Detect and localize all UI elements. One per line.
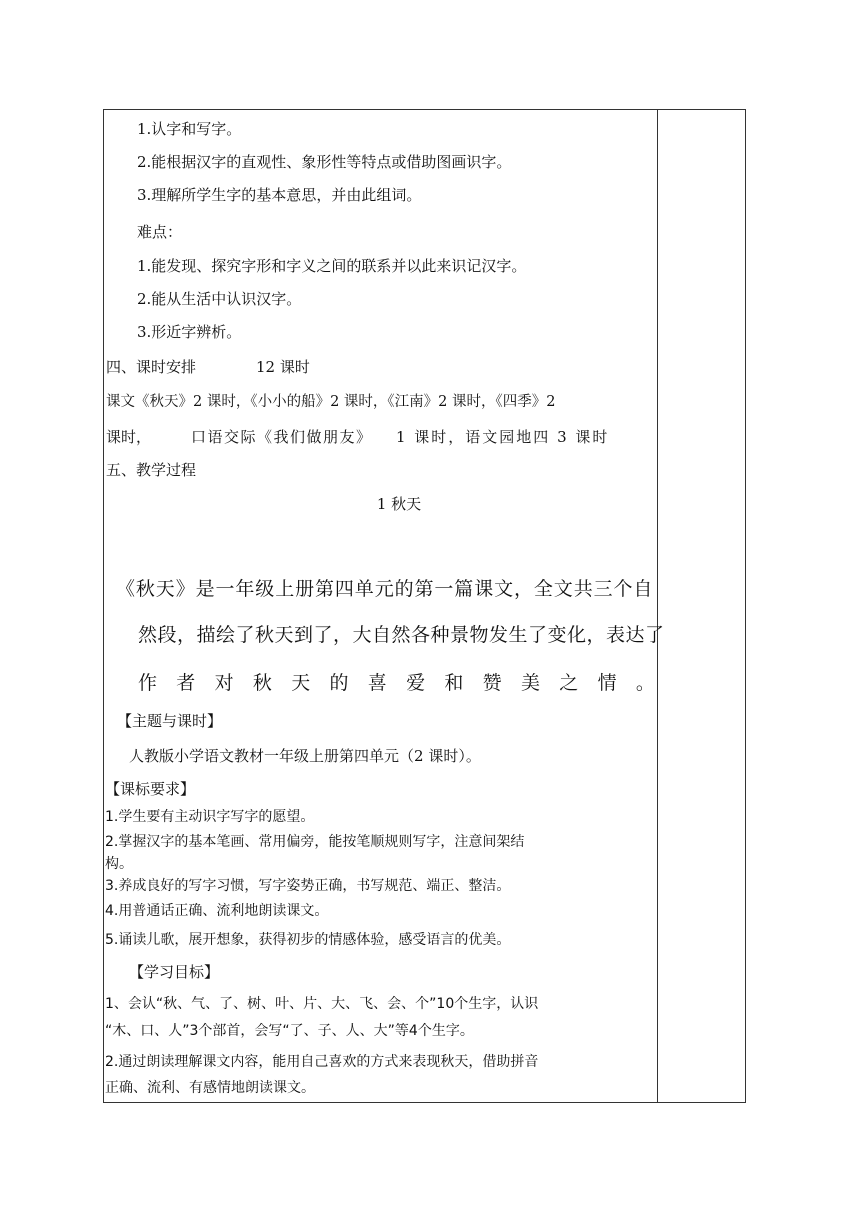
- schedule-heading: 四、课时安排: [106, 358, 197, 376]
- intro-char: 情: [597, 672, 617, 694]
- objective-item: 1.认字和写字。: [137, 120, 242, 138]
- intro-char: 之: [559, 672, 579, 694]
- standards-item: 1.学生要有主动识字写字的愿望。: [105, 809, 315, 825]
- intro-char: 的: [329, 672, 349, 694]
- intro-char: 。: [635, 672, 655, 694]
- schedule-detail-line: [106, 427, 658, 447]
- intro-char: 天: [291, 672, 311, 694]
- intro-char: 爱: [406, 672, 426, 694]
- process-heading: 五、教学过程: [106, 461, 197, 479]
- standards-item: 2.掌握汉字的基本笔画、常用偏旁，能按笔顺规则写字，注意间架结: [105, 834, 525, 850]
- difficulty-item: 2.能从生活中认识汉字。: [137, 290, 302, 308]
- schedule-detail-part: 口语交际《我们做朋友》: [191, 428, 373, 446]
- schedule-detail-part: 1 课时，语文园地四 3 课时: [396, 428, 610, 446]
- standards-item: 构。: [105, 856, 133, 872]
- goals-line: “木、口、人”3个部首，会写“了、子、人、大”等4个生字。: [105, 1023, 474, 1039]
- standards-item: 4.用普通话正确、流利地朗读课文。: [105, 903, 329, 919]
- intro-line: 《秋天》是一年级上册第四单元的第一篇课文，全文共三个自: [116, 578, 654, 600]
- intro-char: 美: [520, 672, 540, 694]
- intro-char: 喜: [367, 672, 387, 694]
- difficulty-item: 1.能发现、探究字形和字义之间的联系并以此来识记汉字。: [137, 257, 527, 275]
- intro-char: 者: [176, 672, 196, 694]
- standards-item: 3.养成良好的写字习惯，写字姿势正确，书写规范、端正、整洁。: [105, 878, 511, 894]
- goals-line: 1、会认“秋、气、了、树、叶、片、大、飞、会、个”10个生字，认识: [105, 996, 539, 1012]
- difficulty-heading: 难点：: [137, 223, 183, 241]
- schedule-detail-line: 课文《秋天》2 课时，《小小的船》2 课时，《江南》2 课时，《四季》2: [106, 394, 556, 410]
- theme-text: 人教版小学语文教材一年级上册第四单元（2 课时）。: [129, 747, 481, 765]
- goals-heading: 【学习目标】: [129, 963, 220, 981]
- goals-line: 正确、流利、有感情地朗读课文。: [105, 1080, 315, 1096]
- intro-char: 对: [214, 672, 234, 694]
- difficulty-item: 3.形近字辨析。: [137, 323, 242, 341]
- intro-char: 作: [138, 672, 158, 694]
- notes-column-cell: [658, 110, 745, 1102]
- objective-item: 2.能根据汉字的直观性、象形性等特点或借助图画识字。: [137, 153, 512, 171]
- schedule-detail-part: 课时，: [106, 428, 152, 446]
- objective-item: 3.理解所学生字的基本意思，并由此组词。: [137, 186, 422, 204]
- intro-line: 然段，描绘了秋天到了，大自然各种景物发生了变化，表达了: [138, 624, 665, 646]
- standards-item: 5.诵读儿歌，展开想象，获得初步的情感体验，感受语言的优美。: [105, 932, 511, 948]
- intro-char: 和: [444, 672, 464, 694]
- standards-heading: 【课标要求】: [105, 780, 196, 798]
- goals-line: 2.通过朗读理解课文内容，能用自己喜欢的方式来表现秋天，借助拼音: [105, 1054, 539, 1070]
- lesson-title: 1 秋天: [376, 495, 422, 513]
- schedule-total: 12 课时: [256, 358, 310, 376]
- theme-heading: 【主题与课时】: [117, 712, 223, 730]
- intro-char: 秋: [252, 672, 272, 694]
- intro-char: 赞: [482, 672, 502, 694]
- lesson-content-cell: [104, 110, 665, 1102]
- intro-line: [138, 670, 655, 696]
